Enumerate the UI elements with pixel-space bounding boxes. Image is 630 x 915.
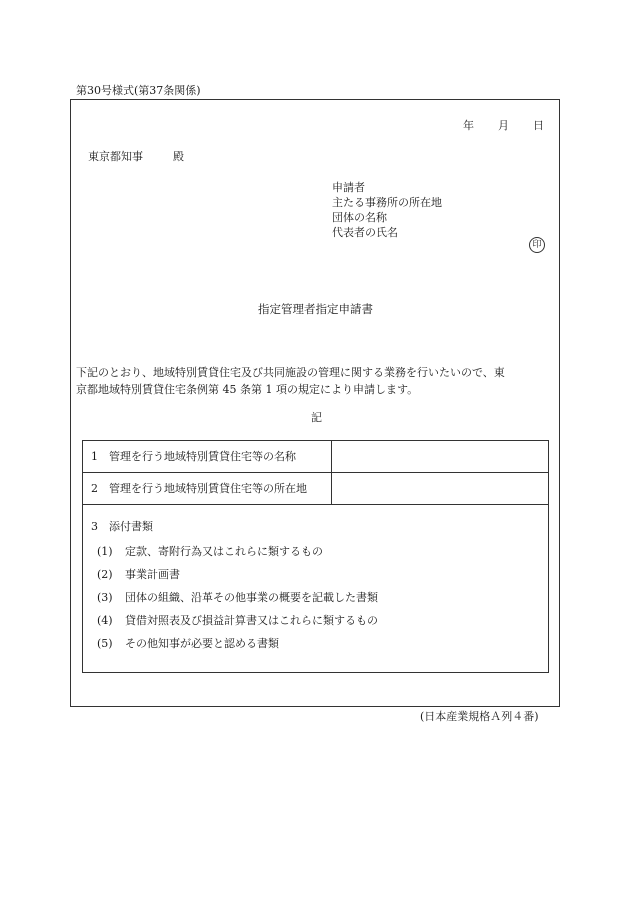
table-row-location [83, 473, 548, 505]
seal-mark-icon: 印 [529, 237, 545, 253]
document-title: 指定管理者指定申請書 [258, 302, 373, 316]
applicant-block [332, 180, 442, 240]
date-day-label: 日 [533, 119, 544, 132]
addressee-name: 東京都知事 [88, 150, 143, 163]
attachment-text: 定款、寄附行為又はこれらに類するもの [125, 545, 323, 558]
row-label-facility-name: 1 管理を行う地域特別賃貸住宅等の名称 [91, 450, 296, 463]
attachment-text: 事業計画書 [125, 568, 180, 581]
facility-location-field[interactable] [331, 473, 548, 504]
attachment-number: (5) [97, 637, 113, 650]
body-line-1: 下記のとおり、地域特別賃貸住宅及び共同施設の管理に関する業務を行いたいので、東 [76, 366, 505, 379]
date-year-label: 年 [463, 119, 474, 132]
representative-name-label: 代表者の氏名 [332, 226, 398, 239]
form-number-label: 第30号様式(第37条関係) [76, 84, 201, 97]
attachment-text: 団体の組織、沿革その他事業の概要を記載した書類 [125, 591, 378, 604]
attachment-item [97, 546, 323, 557]
attachment-item [97, 638, 279, 649]
attachment-number: (3) [97, 591, 113, 604]
attachment-number: (1) [97, 545, 113, 558]
attachment-item [97, 592, 378, 603]
attachment-text: その他知事が必要と認める書類 [125, 637, 279, 650]
paper-size-note: (日本産業規格Ａ列４番) [420, 710, 539, 723]
applicant-heading: 申請者 [332, 181, 365, 194]
date-month-label: 月 [498, 119, 509, 132]
attachment-item [97, 615, 378, 626]
office-location-label: 主たる事務所の所在地 [332, 196, 442, 209]
attachments-heading: 3 添付書類 [91, 520, 153, 533]
facility-name-field[interactable] [331, 441, 548, 472]
items-table [82, 440, 549, 673]
attachment-item [97, 569, 180, 580]
organization-name-label: 団体の名称 [332, 211, 387, 224]
ki-heading: 記 [311, 411, 322, 424]
attachment-text: 貸借対照表及び損益計算書又はこれらに類するもの [125, 614, 378, 627]
row-label-facility-location: 2 管理を行う地域特別賃貸住宅等の所在地 [91, 482, 307, 495]
body-line-2: 京都地域特別賃貸住宅条例第 45 条第 1 項の規定により申請します。 [76, 383, 419, 396]
table-row-name [83, 441, 548, 473]
body-paragraph [76, 364, 556, 398]
attachment-number: (4) [97, 614, 113, 627]
addressee-honorific: 殿 [173, 150, 184, 163]
attachment-number: (2) [97, 568, 113, 581]
